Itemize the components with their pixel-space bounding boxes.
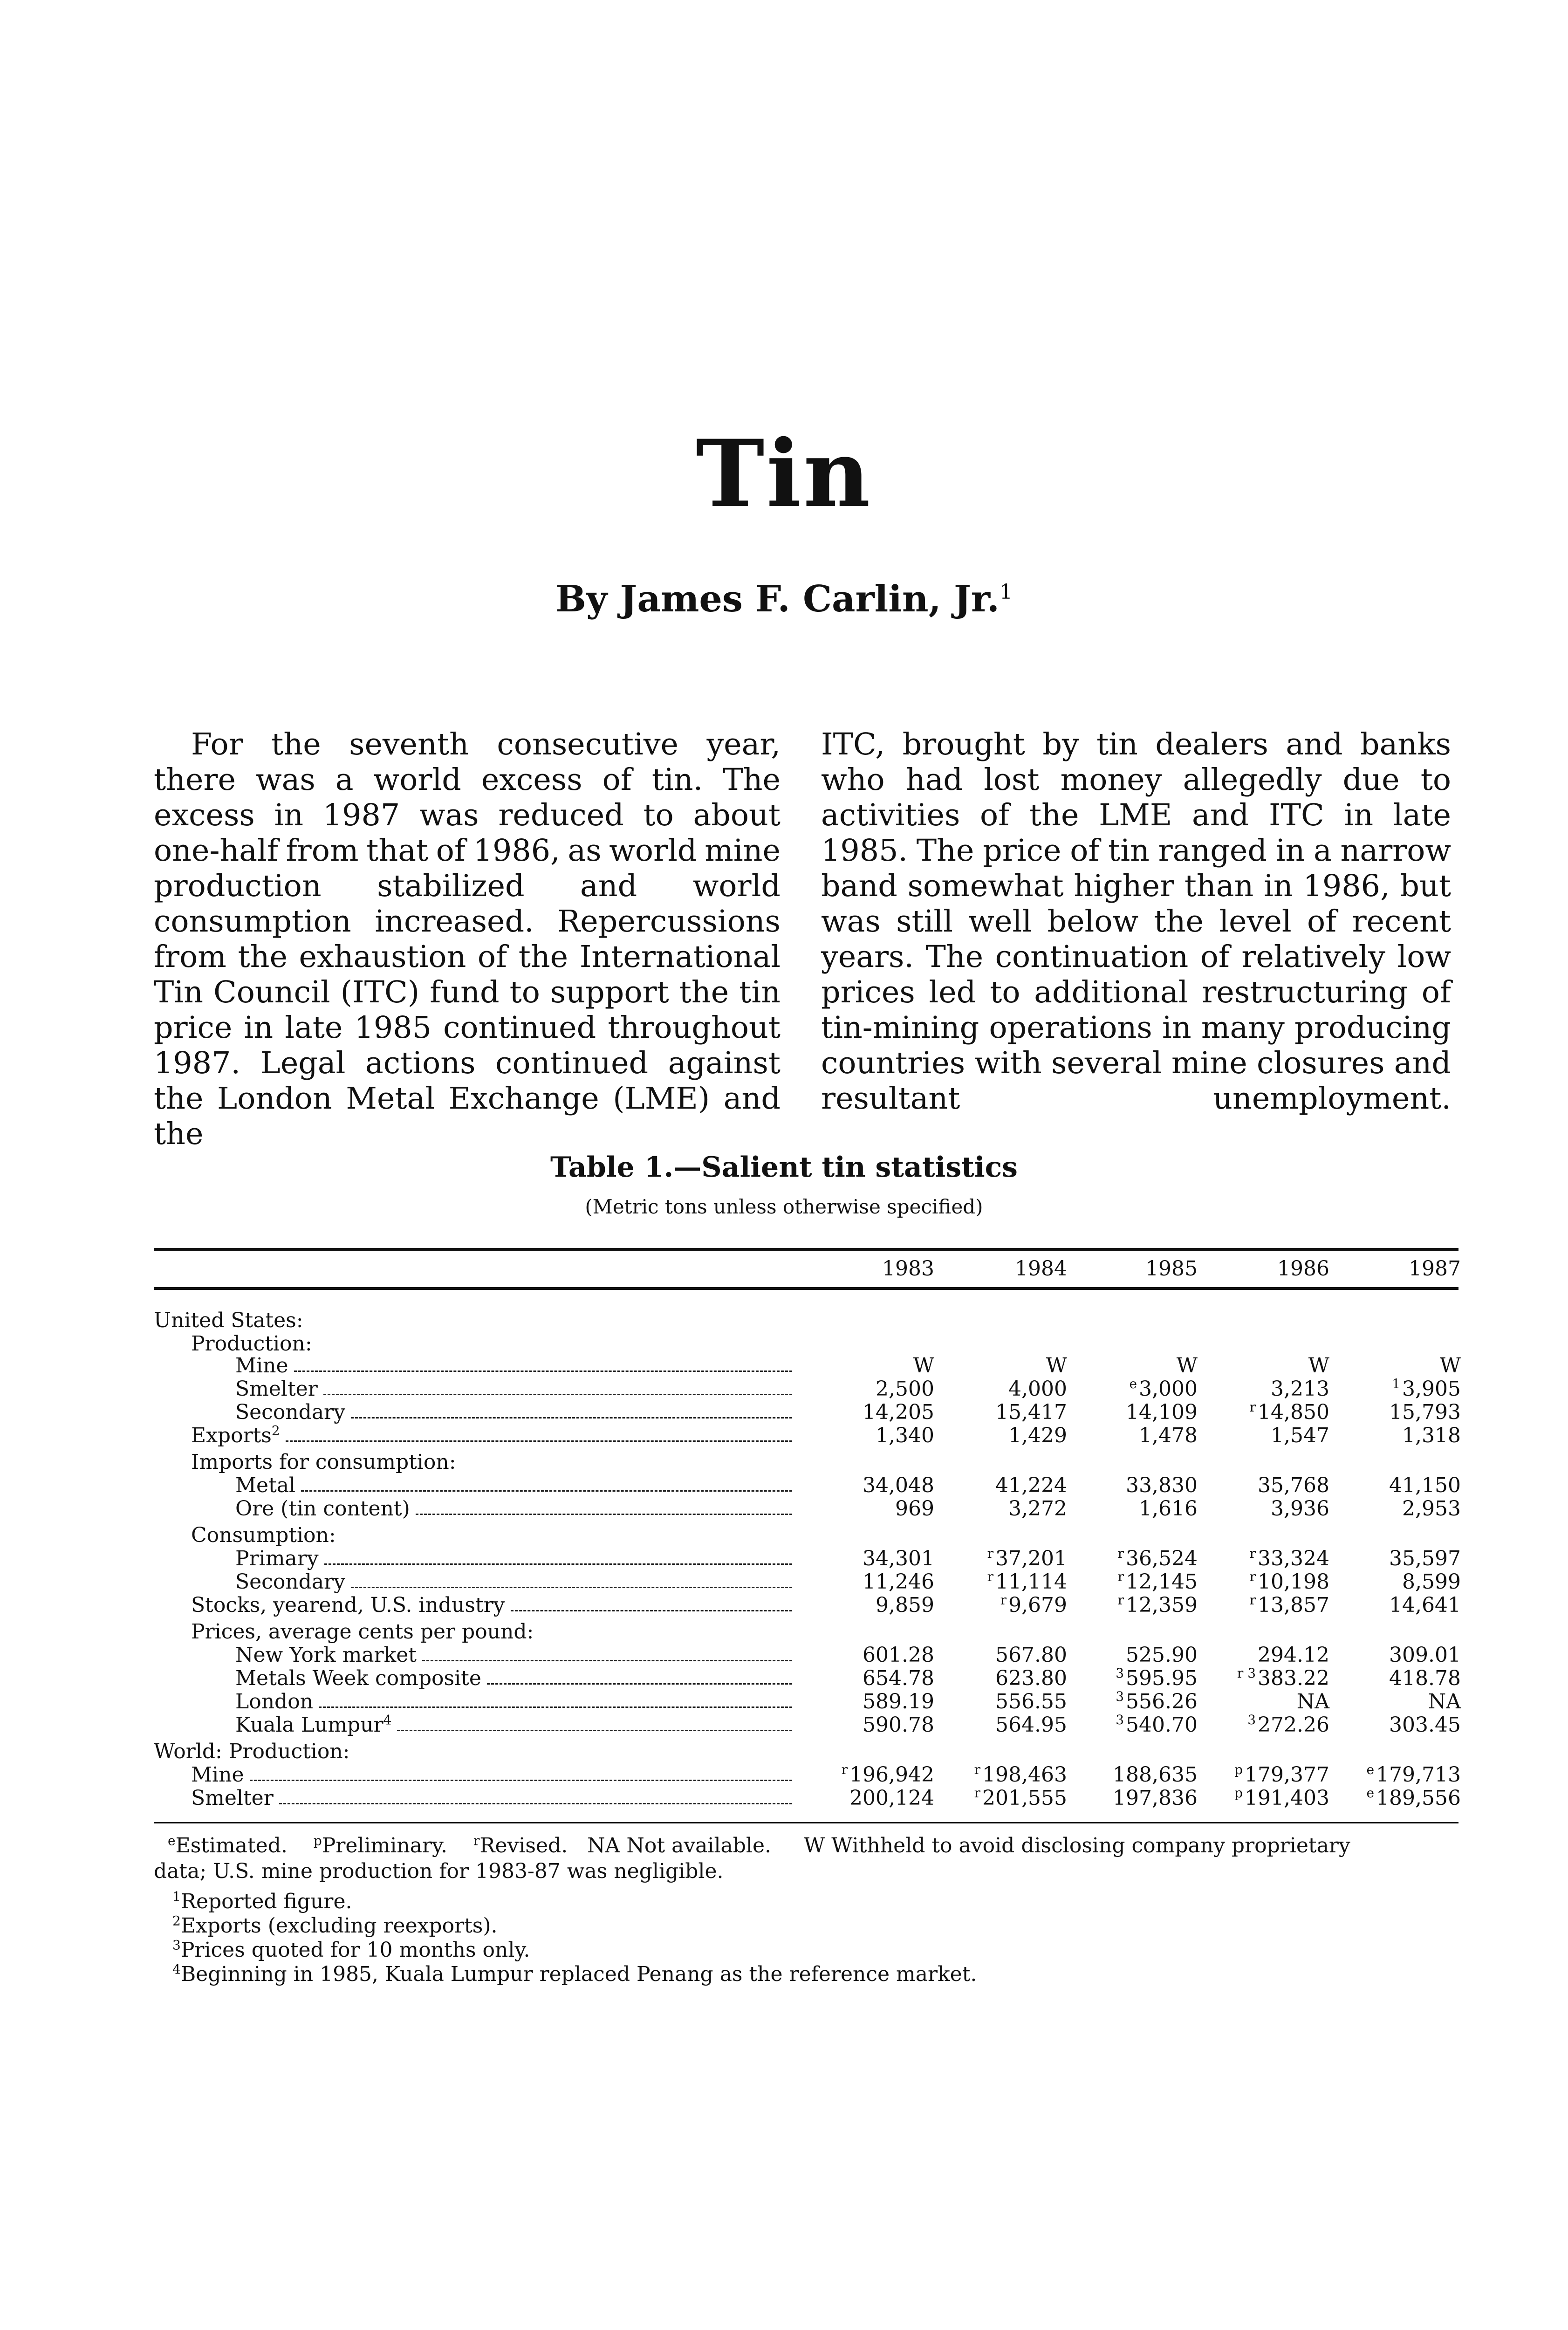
table-cell-1986: 1,547 [1271,1424,1329,1447]
table-cell-1985: 197,836 [1113,1786,1198,1810]
table-cell-1985: 14,109 [1126,1400,1198,1424]
table-row [0,1570,1568,1594]
table-cell-1986: 3,213 [1271,1377,1329,1401]
table-cell-1983: 34,048 [863,1473,934,1497]
table-cell-1987: 8,599 [1402,1570,1461,1594]
table-row [0,1400,1568,1425]
table-row [0,1666,1568,1691]
dot-leader [511,1610,792,1611]
legend-estimated: $^e$Estimated. [168,1833,288,1857]
footnote-4: $^4$Beginning in 1985, Kuala Lumpur replaced Penang as the reference market. [172,1961,977,1986]
table-cell-1987: 418.78 [1389,1666,1461,1690]
body-column-right: ITC, brought by tin dealers and banks who had lost money allegedly due to activities of the LME and ITC in late 1985. The price of tin ranged in a narrow band somewhat higher than in 1986, but was still well below the level of recent years. The continuation of relatively low prices led to additional restructuring of tin-mining operations in many producing countries with several mine closures and resultant unemployment. [821,727,1451,1116]
row-label: Primary [235,1547,319,1570]
table-row [0,1450,1568,1474]
table-cell-1985: 33,830 [1126,1473,1198,1497]
table-cell-1984: 623.80 [995,1666,1067,1690]
row-label: Consumption: [191,1523,336,1547]
table-cell-1987: 41,150 [1389,1473,1461,1497]
table-cell-1985: 525.90 [1126,1643,1198,1667]
table-row [0,1332,1568,1356]
table-cell-1983: 2,500 [876,1377,934,1401]
table-cell-1983: 200,124 [849,1786,934,1810]
dot-leader [319,1706,792,1708]
table-cell-1983: 601.28 [863,1643,934,1667]
dot-leader [250,1780,792,1781]
table-row [0,1690,1568,1714]
table-cell-1986: $^r$13,857 [1249,1592,1329,1617]
author-name: By James F. Carlin, Jr. [555,578,1000,620]
table-cell-1986: $^{r 3}$383.22 [1237,1665,1329,1690]
table-cell-1985: $^3$595.95 [1116,1665,1198,1690]
dot-leader [323,1394,792,1395]
dot-leader [487,1683,792,1685]
table-cell-1985: $^3$540.70 [1116,1712,1198,1737]
table-cell-1987: 1,318 [1402,1424,1461,1447]
table-cell-1985: $^r$36,524 [1117,1546,1198,1570]
table-row [0,1473,1568,1498]
row-label: Smelter [235,1377,318,1401]
table-cell-1985: W [1176,1354,1198,1377]
table-cell-1984: $^r$201,555 [974,1785,1067,1810]
year-header-1985: 1985 [1145,1257,1198,1281]
table-cell-1983: 590.78 [863,1713,934,1737]
table-row [0,1740,1568,1764]
table-title: Table 1.—Salient tin statistics [550,1151,1018,1184]
table-cell-1986: W [1308,1354,1329,1377]
row-label: Mine [191,1763,244,1787]
table-cell-1987: NA [1428,1690,1461,1713]
dot-leader [279,1803,792,1804]
table-cell-1985: $^3$556.26 [1116,1689,1198,1713]
row-label: World: Production: [154,1740,350,1763]
table-cell-1984: 3,272 [1008,1497,1067,1521]
table-cell-1983: 654.78 [863,1666,934,1690]
table-cell-1985: $^r$12,359 [1117,1592,1198,1617]
table-cell-1985: $^r$12,145 [1117,1569,1198,1594]
table-cell-1984: 15,417 [995,1400,1067,1424]
table-row [0,1497,1568,1521]
table-row [0,1643,1568,1667]
table-cell-1984: 556.55 [995,1690,1067,1713]
table-cell-1986: NA [1296,1690,1329,1713]
row-label: London [235,1690,314,1713]
row-label: Secondary [235,1570,345,1594]
table-cell-1987: 35,597 [1389,1547,1461,1570]
footnote-1: $^1$Reported figure. [172,1889,352,1913]
table-cell-1984: 41,224 [995,1473,1067,1497]
year-header-1983: 1983 [882,1257,934,1281]
table-cell-1986: 294.12 [1258,1643,1329,1667]
dot-leader [397,1730,792,1731]
table-cell-1987: 15,793 [1389,1400,1461,1424]
dot-leader [416,1514,792,1515]
footnote-legend-continued: data; U.S. mine production for 1983-87 was negligible. [154,1859,724,1883]
footnote-2: $^2$Exports (excluding reexports). [172,1913,498,1938]
table-cell-1986: $^r$10,198 [1249,1569,1329,1594]
table-cell-1987: 309.01 [1389,1643,1461,1667]
year-header-1987: 1987 [1409,1257,1461,1281]
legend-revised: $^r$Revised. [473,1833,568,1857]
table-cell-1986: $^r$33,324 [1249,1546,1329,1570]
table-cell-1986: $^3$272.26 [1247,1712,1329,1737]
table-row [0,1309,1568,1333]
row-label: Prices, average cents per pound: [191,1620,534,1644]
table-row [0,1713,1568,1737]
table-cell-1985: 1,616 [1139,1497,1198,1521]
year-header-1984: 1984 [1015,1257,1067,1281]
body-column-left: For the seventh consecutive year, there was a world excess of tin. The excess in 1987 was reduced to about one-half from that of 1986, as world mine production stabilized and world consumption increased. Repercussions from the exhaustion of the International Tin Council (ITC) fund to support the tin price in late 1985 continued throughout 1987. Legal actions continued against the London Metal Exchange (LME) and the [154,727,781,1151]
table-row [0,1620,1568,1644]
table-cell-1986: $^r$14,850 [1249,1399,1329,1424]
table-cell-1986: 3,936 [1271,1497,1329,1521]
table-cell-1983: 14,205 [863,1400,934,1424]
row-label: Ore (tin content) [235,1497,410,1521]
table-cell-1983: 589.19 [863,1690,934,1713]
table-cell-1985: 188,635 [1113,1763,1198,1787]
row-label: Imports for consumption: [191,1450,456,1474]
table-row [0,1523,1568,1548]
table-cell-1986: $^p$179,377 [1234,1762,1329,1787]
table-row [0,1547,1568,1571]
table-cell-1986: 35,768 [1258,1473,1329,1497]
author-footnote-mark: 1 [999,580,1013,604]
table-cell-1984: 4,000 [1008,1377,1067,1401]
row-label: New York market [235,1643,417,1667]
table-cell-1984: 567.80 [995,1643,1067,1667]
table-cell-1984: W [1046,1354,1067,1377]
table-cell-1984: $^r$11,114 [987,1569,1067,1594]
row-label: Mine [235,1354,288,1377]
table-cell-1987: $^1$3,905 [1392,1376,1461,1401]
row-label: Smelter [191,1786,274,1810]
table-cell-1983: $^r$196,942 [841,1762,934,1787]
table-cell-1987: $^e$179,713 [1366,1762,1461,1787]
table-cell-1987: W [1439,1354,1461,1377]
legend-withheld: W Withheld to avoid disclosing company proprietary [804,1834,1350,1857]
table-cell-1984: $^r$37,201 [987,1546,1067,1570]
article-title: Tin [696,419,872,528]
table-cell-1984: $^r$9,679 [1000,1592,1067,1617]
table-row [0,1377,1568,1401]
row-label: United States: [154,1309,303,1332]
table-cell-1987: $^e$189,556 [1366,1785,1461,1810]
row-label: Kuala Lumpur$^4$ [235,1712,392,1737]
table-cell-1983: 11,246 [863,1570,934,1594]
table-cell-1987: 303.45 [1389,1713,1461,1737]
dot-leader [294,1371,792,1372]
table-cell-1983: 1,340 [876,1424,934,1447]
table-row [0,1763,1568,1787]
dot-leader [351,1417,792,1419]
table-cell-1985: 1,478 [1139,1424,1198,1447]
table-cell-1986: $^p$191,403 [1234,1785,1329,1810]
table-cell-1983: 969 [895,1497,934,1521]
table-cell-1984: $^r$198,463 [974,1762,1067,1787]
table-row [0,1593,1568,1617]
table-bottom-rule [154,1822,1458,1823]
row-label: Metals Week composite [235,1666,481,1690]
row-label: Stocks, yearend, U.S. industry [191,1593,505,1617]
dot-leader [351,1587,792,1588]
row-label: Secondary [235,1400,345,1424]
dot-leader [324,1563,792,1565]
byline [0,578,1568,620]
table-row [0,1424,1568,1448]
dot-leader [422,1660,792,1661]
legend-preliminary: $^p$Preliminary. [313,1833,447,1857]
table-row [0,1354,1568,1378]
table-cell-1983: 34,301 [863,1547,934,1570]
table-cell-1987: 2,953 [1402,1497,1461,1521]
table-cell-1983: 9,859 [876,1593,934,1617]
row-label: Exports$^2$ [191,1423,280,1447]
table-cell-1984: 564.95 [995,1713,1067,1737]
footnote-3: $^3$Prices quoted for 10 months only. [172,1937,530,1962]
table-subtitle: (Metric tons unless otherwise specified) [585,1195,983,1218]
dot-leader [301,1490,792,1492]
table-cell-1987: 14,641 [1389,1593,1461,1617]
table-row [0,1786,1568,1810]
row-label: Production: [191,1332,312,1356]
table-cell-1984: 1,429 [1008,1424,1067,1447]
table-cell-1983: W [913,1354,934,1377]
legend-not-available: NA Not available. [587,1834,772,1857]
table-cell-1985: $^e$3,000 [1129,1376,1198,1401]
dot-leader [286,1440,792,1442]
footnote-legend [168,1834,1350,1858]
year-header-1986: 1986 [1277,1257,1329,1281]
row-label: Metal [235,1473,296,1497]
